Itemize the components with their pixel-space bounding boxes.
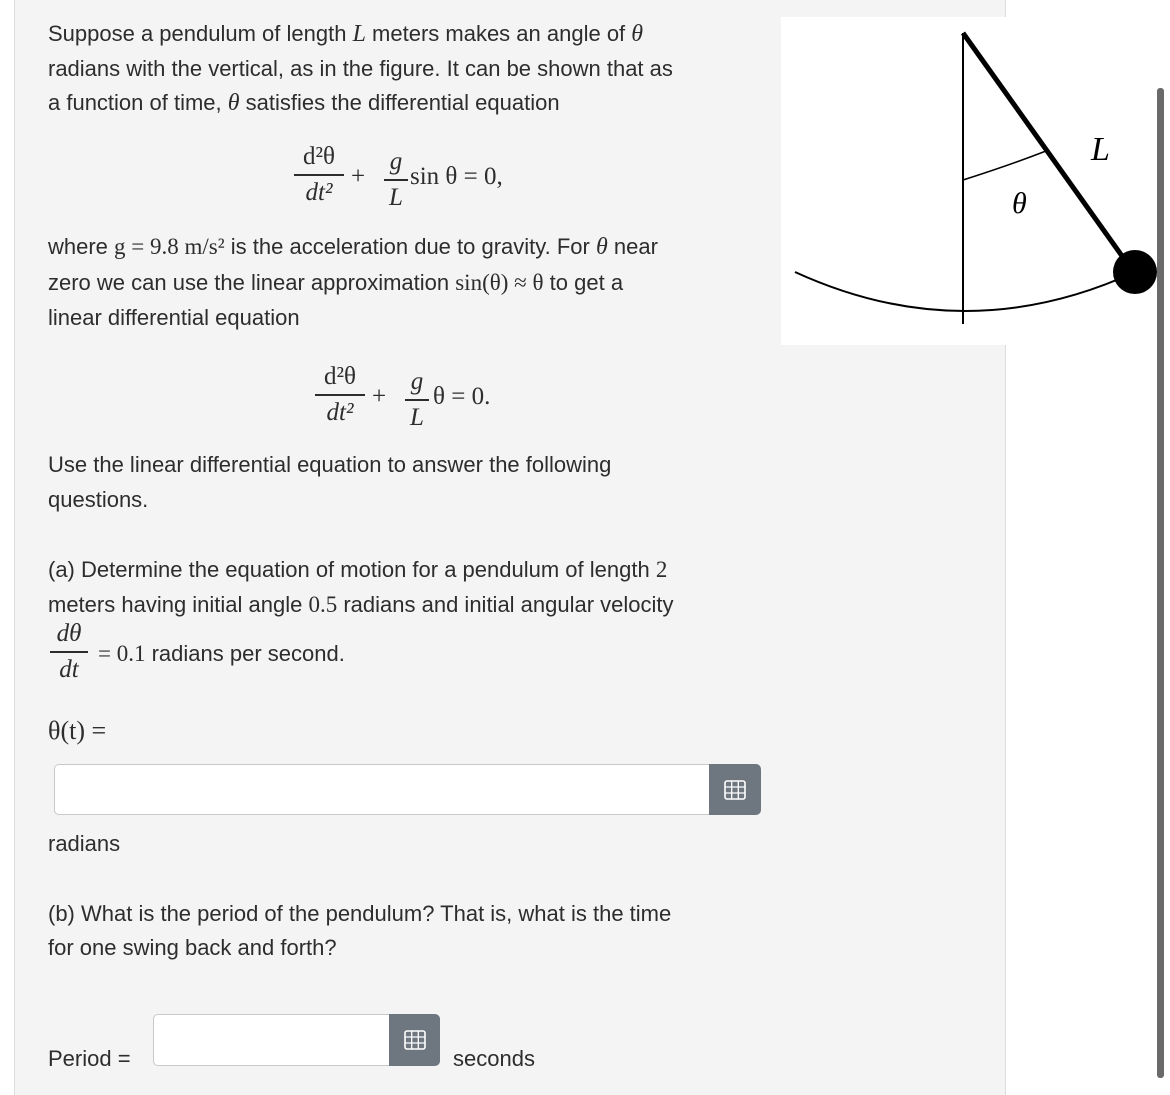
eq1-rest: sin θ = 0, (410, 163, 503, 190)
part-a-line-2: meters having initial angle 0.5 radians and initial angular velocity (48, 592, 674, 617)
eq1-g-over-L: g L (384, 147, 408, 213)
theta-t-label: θ(t) = (48, 716, 107, 745)
radians-units: radians (48, 831, 121, 856)
use-line-1: Use the linear differential equation to answer the following (48, 452, 612, 477)
eq2-derivative-fraction: d²θ dt² (315, 362, 365, 428)
eq2-g-over-L: g L (405, 367, 429, 433)
part-b-line-2: for one swing back and forth? (48, 935, 337, 960)
dtheta-dt-fraction: dθ dt (50, 619, 88, 685)
gravity-line-3: linear differential equation (48, 305, 300, 330)
angle-arc (963, 151, 1046, 180)
figure-theta-label: θ (1012, 187, 1027, 220)
use-line-2: questions. (48, 487, 149, 512)
part-b-line-1: (b) What is the period of the pendulum? That is, what is the time (48, 901, 672, 926)
eq1-derivative-fraction: d²θ dt² (294, 142, 344, 208)
initial-velocity-text: = 0.1 radians per second. (98, 641, 345, 666)
part-a-line-1: (a) Determine the equation of motion for a pendulum of length 2 (48, 557, 668, 582)
gravity-line-1: where g = 9.8 m/s² is the acceleration due to gravity. For θ near (48, 234, 658, 260)
arc-path (795, 272, 1135, 311)
period-label: Period = (48, 1046, 131, 1071)
figure-L-label: L (1091, 131, 1110, 168)
intro-line-2: radians with the vertical, as in the figure. It can be shown that as (48, 56, 673, 81)
intro-line-1: Suppose a pendulum of length L meters makes an angle of θ (48, 21, 644, 47)
eq1-plus: + (351, 163, 366, 190)
scrollbar[interactable] (1157, 88, 1164, 1078)
eq2-rest: θ = 0. (433, 383, 491, 410)
intro-line-3: a function of time, θ satisfies the differential equation (48, 90, 560, 116)
eq2-plus: + (372, 383, 387, 410)
seconds-units: seconds (453, 1046, 535, 1071)
gravity-line-2: zero we can use the linear approximation sin(θ) ≈ θ to get a (48, 270, 624, 295)
pendulum-bob (1113, 250, 1157, 294)
